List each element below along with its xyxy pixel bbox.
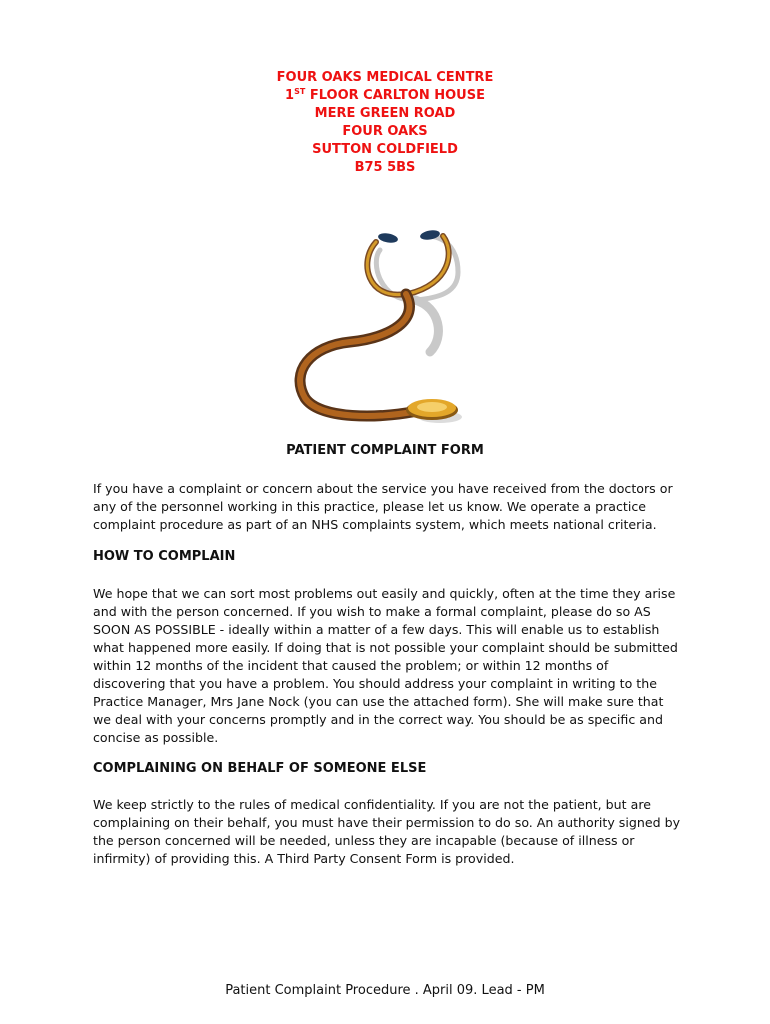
how-to-complain-heading: HOW TO COMPLAIN [93,549,236,564]
address-line-area: FOUR OAKS [342,124,428,139]
address-line-floor: 1ST FLOOR CARLTON HOUSE [285,87,485,103]
address-line-road: MERE GREEN ROAD [314,106,456,121]
practice-address [0,69,770,177]
page-footer: Patient Complaint Procedure . April 09. Lead - PM [225,983,545,998]
form-title: PATIENT COMPLAINT FORM [286,443,484,458]
how-to-complain-paragraph: We hope that we can sort most problems out easily and quickly, often at the time they arise and with the person concerned. If you wish to make a formal complaint, please do so AS SOON AS POSSIBLE - ideally within a matter of a few days. This will enable us to establish what happened more easily. If doing that is not possible your complaint should be submitted within 12 months of the incident that caused the problem; or within 12 months of discovering that you have a problem. You should address your complaint in writing to the Practice Manager, Mrs Jane Nock (you can use the attached form). She will make sure that we deal with your concerns promptly and in the correct way. You should be as specific and concise as possible. [93,586,678,745]
behalf-heading: COMPLAINING ON BEHALF OF SOMEONE ELSE [93,761,427,776]
intro-paragraph: If you have a complaint or concern about the service you have received from the doctors or any of the personnel working in this practice, please let us know. We operate a practice complaint procedure as part of an NHS complaints system, which meets national criteria. [93,481,673,532]
stethoscope-icon [280,222,490,430]
address-line-town: SUTTON COLDFIELD [312,142,458,157]
address-line-postcode: B75 5BS [354,160,416,175]
address-line-practice-name: FOUR OAKS MEDICAL CENTRE [276,70,494,85]
behalf-paragraph: We keep strictly to the rules of medical confidentiality. If you are not the patient, but are complaining on their behalf, you must have their permission to do so. An authority signed by the person concerned will be needed, unless they are incapable (because of illness or infirmity) of providing this. A Third Party Consent Form is provided. [93,797,681,866]
